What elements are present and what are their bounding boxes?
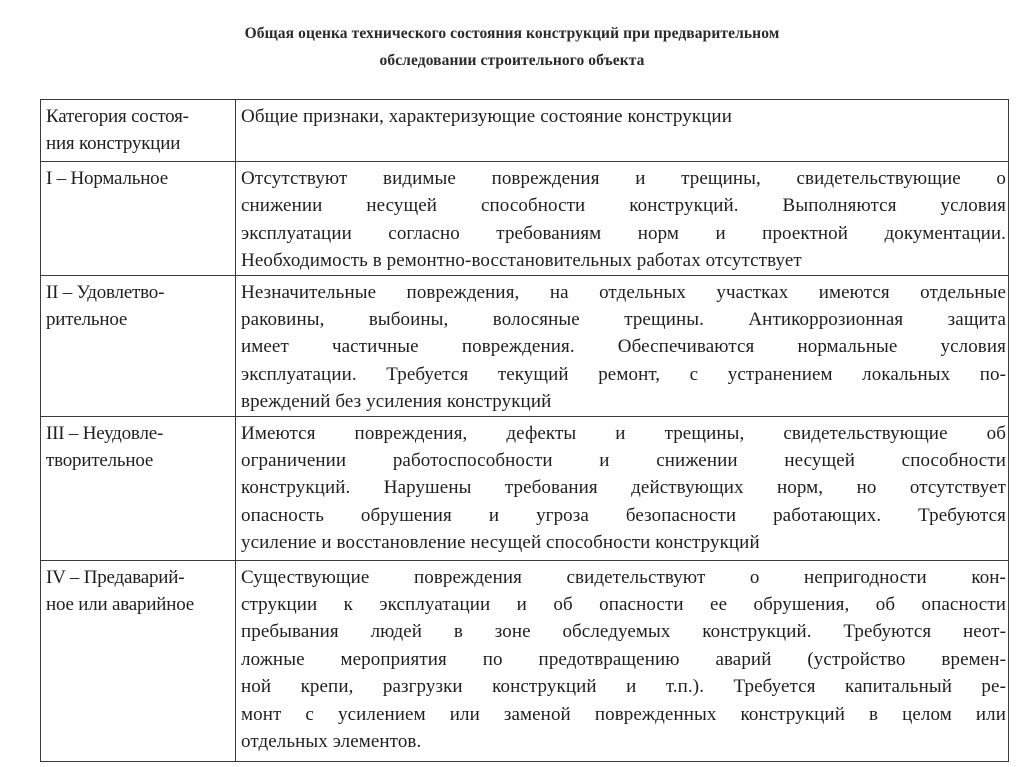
description-line: усиление и восстановление несущей способности конструкций — [241, 532, 760, 554]
header-category-cell — [41, 100, 236, 162]
document-title-line-1: Общая оценка технического состояния конструкций при предварительном — [244, 25, 780, 42]
description-cell — [236, 416, 1009, 560]
category-cell — [41, 275, 236, 416]
description-line: Имеются повреждения, дефекты и трещины, свидетельствующие об — [241, 422, 1006, 444]
document-title — [130, 20, 894, 74]
description-line: Незначительные повреждения, на отдельных участках имеются отдельные — [241, 281, 1006, 303]
description-cell — [236, 560, 1009, 761]
category-line: творительное — [46, 450, 154, 472]
description-line: ложные мероприятия по предотвращению аварий (устройство времен- — [241, 648, 1006, 670]
description-line: Отсутствуют видимые повреждения и трещины, свидетельствующие о — [241, 168, 1006, 189]
category-cell — [41, 560, 236, 761]
category-cell — [41, 162, 236, 276]
header-category-line: ния конструкции — [46, 133, 181, 155]
description-line: отдельных элементов. — [241, 731, 422, 753]
description-line: эксплуатации согласно требованиям норм и проектной документации. — [241, 222, 1006, 244]
description-cell — [236, 162, 1009, 276]
description-line: имеет частичные повреждения. Обеспечиваются нормальные условия — [241, 336, 1006, 358]
category-line: II – Удовлетво- — [46, 281, 165, 303]
category-line: ное или аварийное — [46, 594, 195, 616]
description-line: пребывания людей в зоне обследуемых конструкций. Требуются неот- — [241, 621, 1006, 643]
description-line: ной крепи, разгрузки конструкций и т.п.). Требуется капитальный ре- — [241, 676, 1006, 698]
table-row — [41, 560, 1009, 761]
category-line: I – Нормальное — [46, 168, 168, 189]
description-line: Необходимость в ремонтно-восстановительных работах отсутствует — [241, 250, 802, 272]
description-line: опасность обрушения и угроза безопасности работающих. Требуются — [241, 504, 1006, 526]
condition-assessment-table — [40, 99, 1009, 762]
table-row — [41, 275, 1009, 416]
table-row — [41, 416, 1009, 560]
header-description-cell — [236, 100, 1009, 162]
description-line: раковины, выбоины, волосяные трещины. Антикоррозионная защита — [241, 309, 1006, 331]
description-line: струкции к эксплуатации и об опасности ее обрушения, об опасности — [241, 594, 1006, 616]
category-line: IV – Предаварий- — [46, 566, 185, 588]
header-category-line: Категория состоя- — [46, 106, 189, 127]
document-title-line-2: обследовании строительного объекта — [379, 52, 645, 69]
description-line: конструкций. Нарушены требования действующих норм, но отсутствует — [241, 477, 1006, 499]
description-line: монт с усилением или заменой поврежденных конструкций в целом или — [241, 703, 1006, 725]
description-line: эксплуатации. Требуется текущий ремонт, с устранением локальных по- — [241, 363, 1006, 385]
description-cell — [236, 275, 1009, 416]
description-line: ограничении работоспособности и снижении несущей способности — [241, 450, 1006, 472]
category-cell — [41, 416, 236, 560]
description-line: Существующие повреждения свидетельствуют о непригодности кон- — [241, 566, 1006, 588]
category-line: рительное — [46, 309, 128, 331]
description-line: вреждений без усиления конструкций — [241, 391, 552, 413]
category-line: III – Неудовле- — [46, 422, 164, 444]
table-row — [41, 162, 1009, 276]
header-description-text: Общие признаки, характеризующие состояние конструкции — [241, 106, 732, 127]
table-header-row — [41, 100, 1009, 162]
description-line: снижении несущей способности конструкций. Выполняются условия — [241, 195, 1006, 217]
